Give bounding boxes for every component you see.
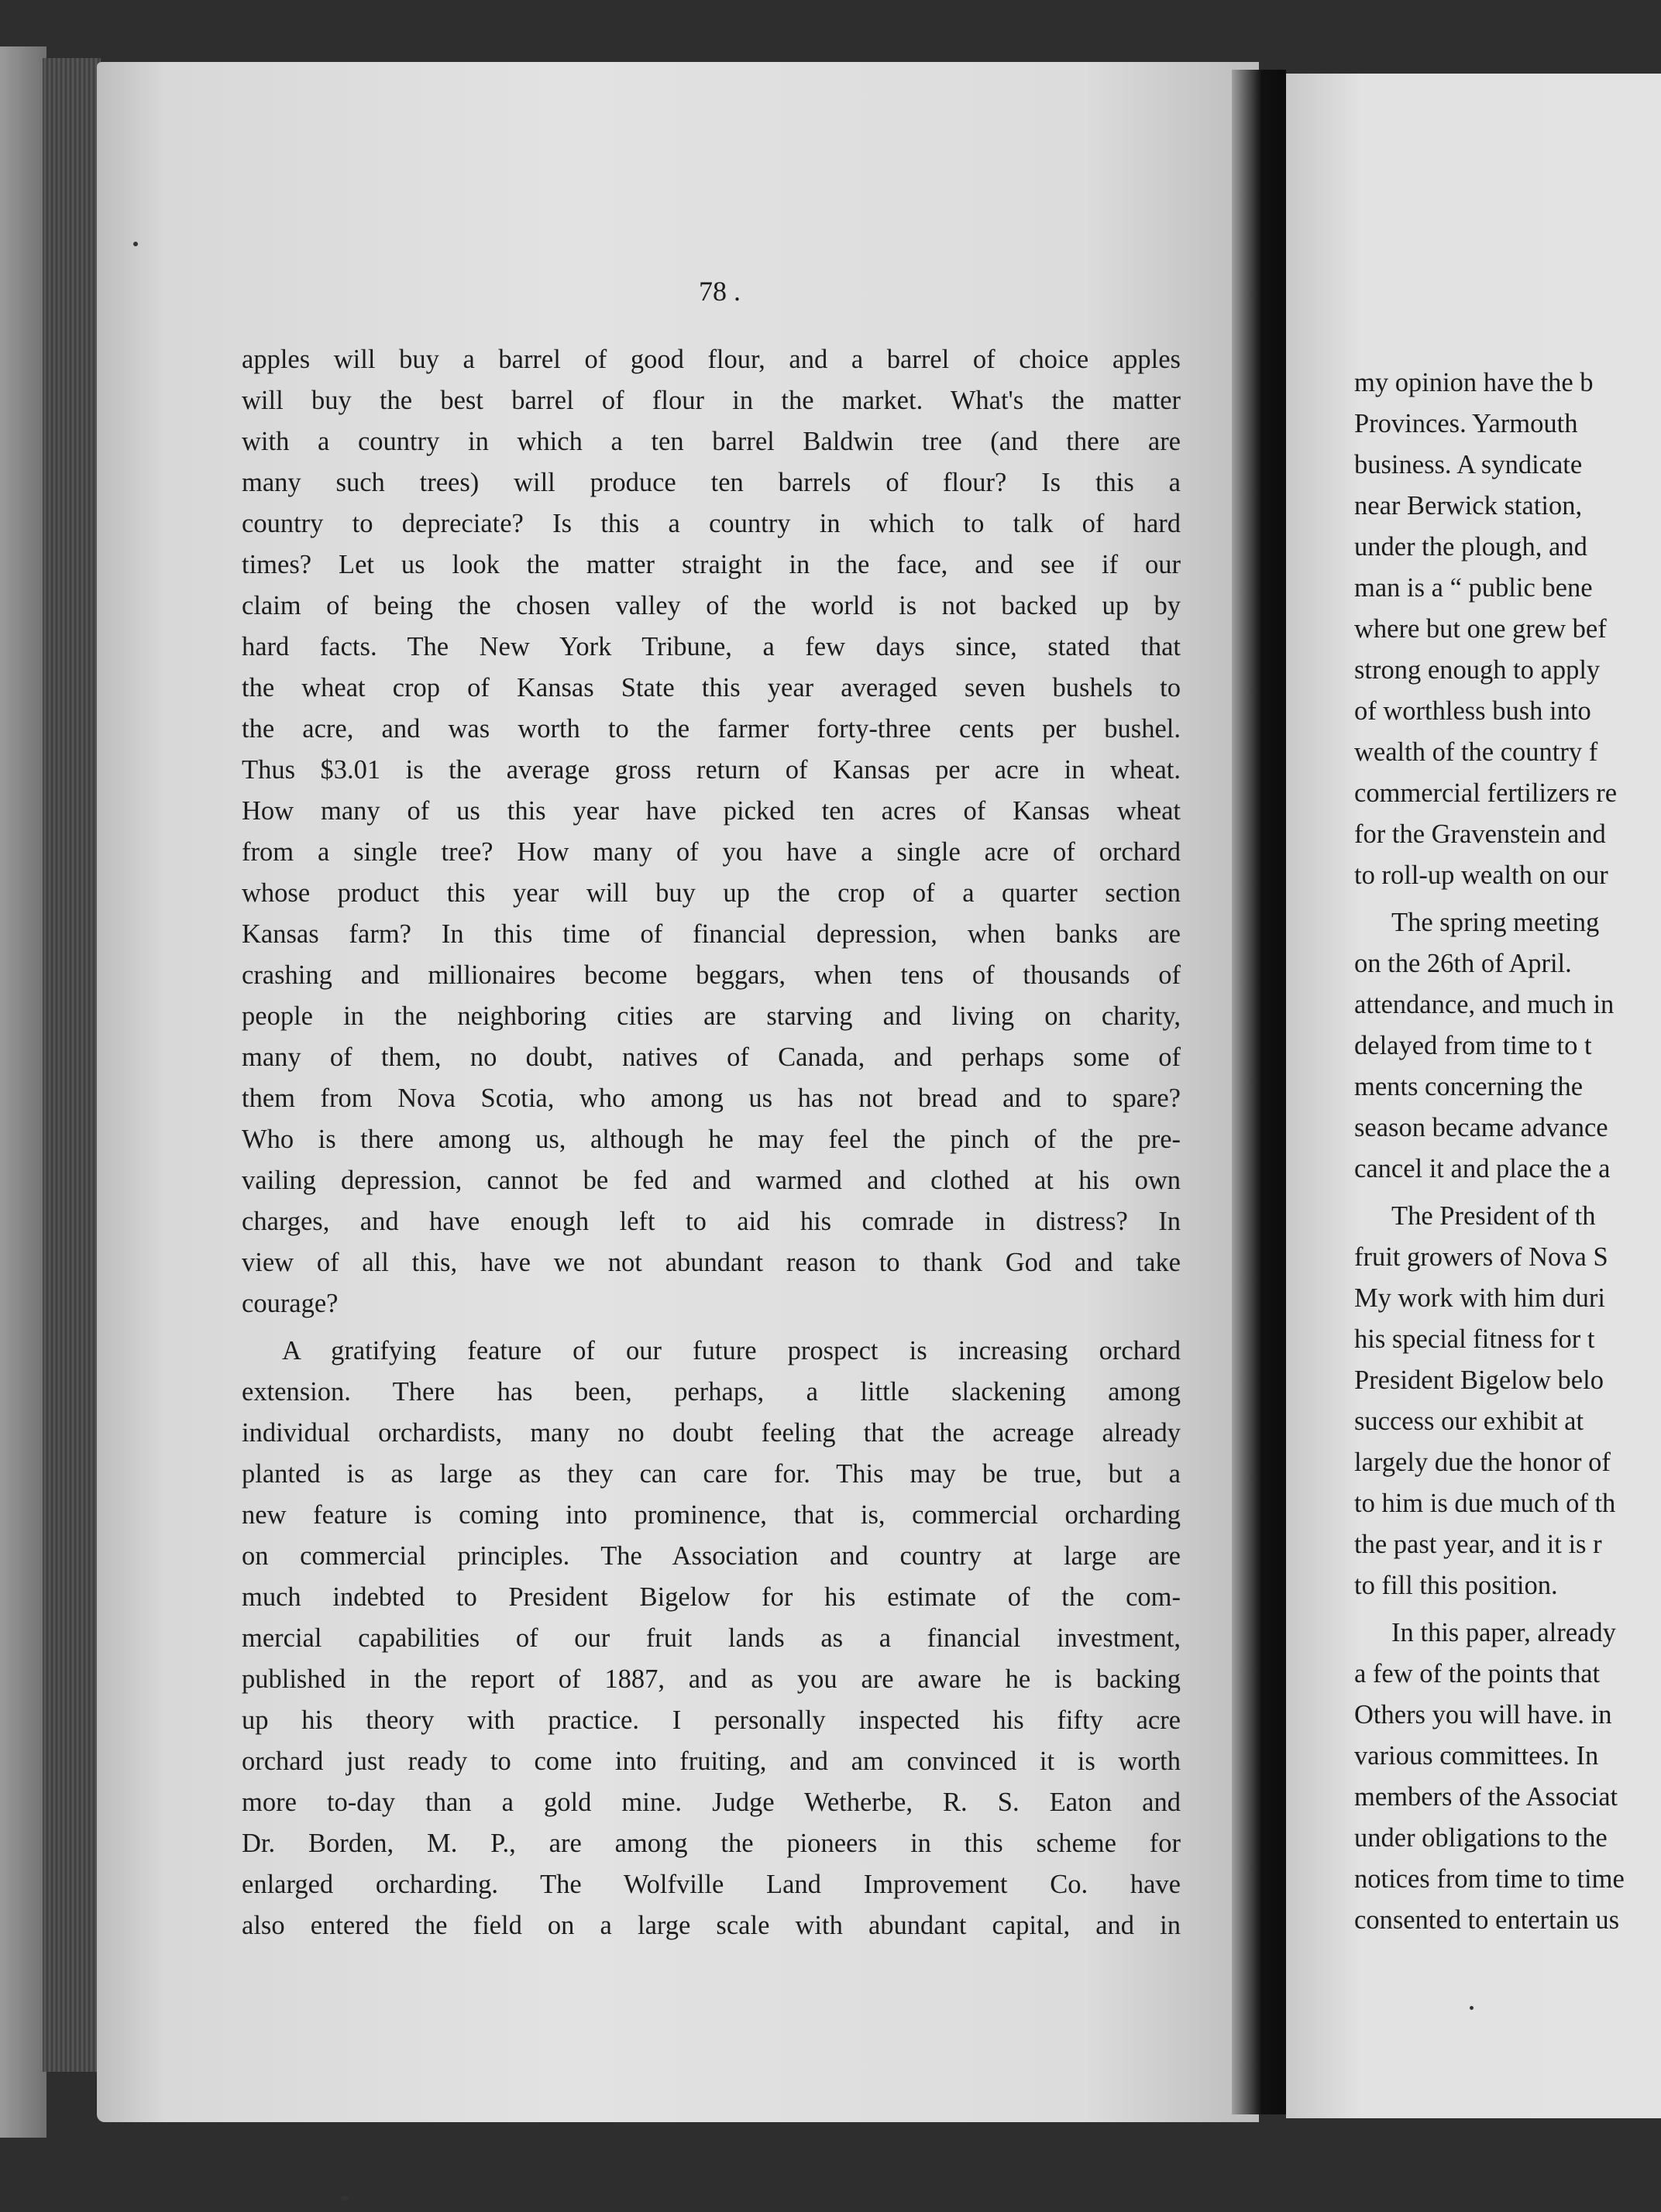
text-line: on commercial principles. The Association and country at large are xyxy=(242,1541,1181,1571)
text-line: delayed from time to t xyxy=(1354,1031,1592,1060)
text-line: business. A syndicate xyxy=(1354,450,1583,479)
text-line: under the plough, and xyxy=(1354,532,1587,562)
text-line: times? Let us look the matter straight in the face, and see if our xyxy=(242,550,1181,579)
text-line: ments concerning the xyxy=(1354,1072,1584,1101)
text-line: courage? xyxy=(242,1289,339,1318)
text-line: from a single tree? How many of you have a single acre of orchard xyxy=(242,837,1181,867)
text-line: enlarged orcharding. The Wolfville Land Improvement Co. have xyxy=(242,1870,1181,1899)
text-line: much indebted to President Bigelow for his estimate of the com- xyxy=(242,1582,1181,1612)
text-line: My work with him duri xyxy=(1354,1283,1605,1313)
text-line: commercial fertilizers re xyxy=(1354,778,1618,808)
scan-speck xyxy=(341,2196,349,2200)
text-line: on the 26th of April. xyxy=(1354,949,1572,978)
text-line: view of all this, have we not abundant reason to thank God and take xyxy=(242,1248,1181,1277)
text-line: my opinion have the b xyxy=(1354,368,1594,397)
book-gutter xyxy=(1232,70,1286,2114)
text-line: under obligations to the xyxy=(1354,1823,1608,1853)
text-line: apples will buy a barrel of good flour, and a barrel of choice apples xyxy=(242,345,1181,374)
scan-speck xyxy=(133,242,138,246)
text-line: notices from time to time xyxy=(1354,1864,1625,1894)
text-line: Provinces. Yarmouth xyxy=(1354,409,1578,438)
text-line: season became advance xyxy=(1354,1113,1608,1142)
text-line: vailing depression, cannot be fed and warmed and clothed at his own xyxy=(242,1166,1181,1195)
text-line: Dr. Borden, M. P., are among the pioneers in this scheme for xyxy=(242,1829,1181,1858)
text-line: largely due the honor of xyxy=(1354,1448,1611,1477)
text-line: individual orchardists, many no doubt feeling that the acreage already xyxy=(242,1418,1181,1448)
text-line: attendance, and much in xyxy=(1354,990,1615,1019)
text-line: up his theory with practice. I personally inspected his fifty acre xyxy=(242,1705,1181,1735)
scan-speck xyxy=(1470,2006,1474,2010)
text-line: more to-day than a gold mine. Judge Wetherbe, R. S. Eaton and xyxy=(242,1788,1181,1817)
text-line: published in the report of 1887, and as you are aware he is backing xyxy=(242,1664,1181,1694)
text-line: where but one grew bef xyxy=(1354,614,1607,644)
text-line: President Bigelow belo xyxy=(1354,1365,1604,1395)
text-line: them from Nova Scotia, who among us has not bread and to spare? xyxy=(242,1084,1181,1113)
text-line: country to depreciate? Is this a country in which to talk of hard xyxy=(242,509,1181,538)
text-line: the past year, and it is r xyxy=(1354,1530,1602,1559)
text-line: Kansas farm? In this time of financial depression, when banks are xyxy=(242,919,1181,949)
text-line: many such trees) will produce ten barrels of flour? Is this a xyxy=(242,468,1181,497)
text-line: man is a “ public bene xyxy=(1354,573,1593,603)
text-line: with a country in which a ten barrel Baldwin tree (and there are xyxy=(242,427,1181,456)
text-line: orchard just ready to come into fruiting, and am convinced it is worth xyxy=(242,1747,1181,1776)
text-line: to fill this position. xyxy=(1354,1571,1558,1600)
text-line: charges, and have enough left to aid his comrade in distress? In xyxy=(242,1207,1181,1236)
text-line: The spring meeting xyxy=(1391,908,1600,937)
text-line: members of the Associat xyxy=(1354,1782,1618,1812)
text-line: to roll-up wealth on our xyxy=(1354,860,1608,890)
text-line: fruit growers of Nova S xyxy=(1354,1242,1608,1272)
text-line: consented to entertain us xyxy=(1354,1905,1620,1935)
text-line: In this paper, already xyxy=(1391,1618,1616,1647)
text-line: The President of th xyxy=(1391,1201,1596,1231)
page-number: 78 . xyxy=(699,276,741,307)
text-line: a few of the points that xyxy=(1354,1659,1601,1688)
text-line: extension. There has been, perhaps, a little slackening among xyxy=(242,1377,1181,1407)
text-line: new feature is coming into prominence, that is, commercial orcharding xyxy=(242,1500,1181,1530)
text-line: the acre, and was worth to the farmer forty-three cents per bushel. xyxy=(242,714,1181,744)
text-line: hard facts. The New York Tribune, a few days since, stated that xyxy=(242,632,1181,661)
page-stack-edge xyxy=(43,58,101,2072)
text-line: of worthless bush into xyxy=(1354,696,1591,726)
text-line: Thus $3.01 is the average gross return of Kansas per acre in wheat. xyxy=(242,755,1181,785)
text-line: claim of being the chosen valley of the world is not backed up by xyxy=(242,591,1181,620)
text-line: his special fitness for t xyxy=(1354,1324,1595,1354)
text-line: various committees. In xyxy=(1354,1741,1599,1771)
text-line: success our exhibit at xyxy=(1354,1407,1584,1436)
text-line: How many of us this year have picked ten acres of Kansas wheat xyxy=(242,796,1181,826)
text-line: many of them, no doubt, natives of Canada, and perhaps some of xyxy=(242,1042,1181,1072)
text-line: cancel it and place the a xyxy=(1354,1154,1611,1183)
text-line: strong enough to apply xyxy=(1354,655,1601,685)
text-line: also entered the field on a large scale with abundant capital, and in xyxy=(242,1911,1181,1940)
text-line: Others you will have. in xyxy=(1354,1700,1612,1729)
text-line: whose product this year will buy up the crop of a quarter section xyxy=(242,878,1181,908)
text-line: people in the neighboring cities are starving and living on charity, xyxy=(242,1001,1181,1031)
book-cover-edge xyxy=(0,46,46,2138)
text-line: wealth of the country f xyxy=(1354,737,1598,767)
text-line: to him is due much of th xyxy=(1354,1489,1616,1518)
text-line: the wheat crop of Kansas State this year averaged seven bushels to xyxy=(242,673,1181,702)
text-line: crashing and millionaires become beggars, when tens of thousands of xyxy=(242,960,1181,990)
text-line: mercial capabilities of our fruit lands as a financial investment, xyxy=(242,1623,1181,1653)
text-line: A gratifying feature of our future prospect is increasing orchard xyxy=(282,1336,1181,1365)
text-line: will buy the best barrel of flour in the market. What's the matter xyxy=(242,386,1181,415)
text-line: Who is there among us, although he may feel the pinch of the pre- xyxy=(242,1125,1181,1154)
text-line: for the Gravenstein and xyxy=(1354,819,1606,849)
text-line: near Berwick station, xyxy=(1354,491,1583,520)
text-line: planted is as large as they can care for. This may be true, but a xyxy=(242,1459,1181,1489)
